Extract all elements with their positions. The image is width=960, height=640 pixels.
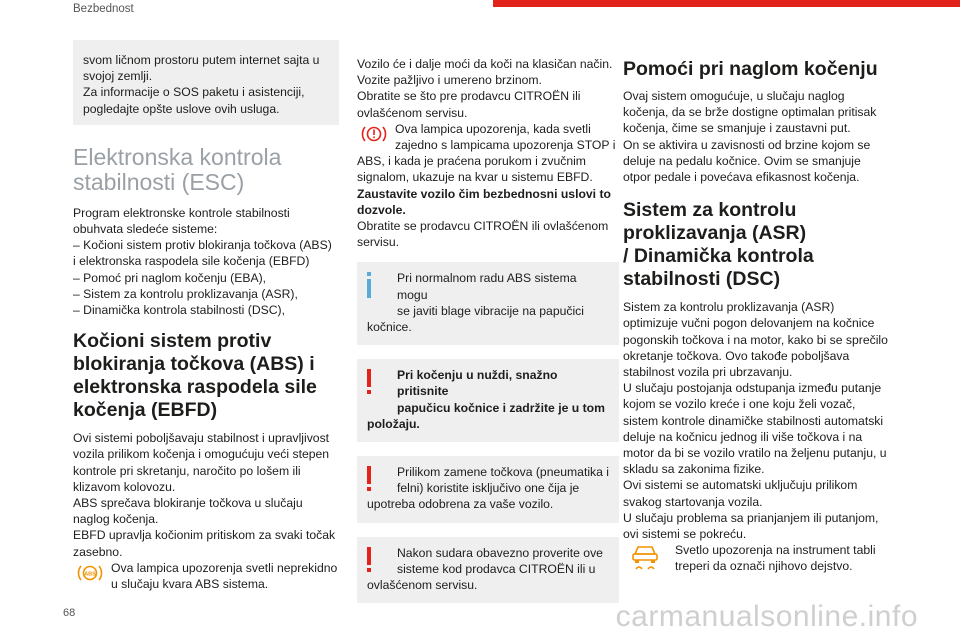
asr-line: motor da bi se vozilo vratilo na željenu putanju, u bbox=[623, 446, 887, 461]
warning-icon bbox=[365, 466, 373, 492]
note-line: upotreba odobrena za vaše vozilo. bbox=[367, 497, 554, 512]
warning-note bbox=[357, 359, 619, 442]
note-line: sisteme kod prodavca CITROËN ili u bbox=[397, 561, 596, 576]
eba-heading: Pomoći pri naglom kočenju bbox=[623, 58, 878, 80]
asr-warning-row bbox=[623, 542, 913, 574]
asr-line: U slučaju problema sa prianjanjem ili putanjom, bbox=[623, 510, 879, 525]
asr-line: skladu sa zakonima fizike. bbox=[623, 462, 765, 477]
box-line: Za informacije o SOS paketu i asistenciji, bbox=[83, 85, 305, 100]
asr-line: pogonskih točkova i na motor, kako bi se sprečilo bbox=[623, 332, 888, 347]
abs-line: vozila prilikom kočenja i omogućuju veći stepen bbox=[73, 447, 330, 462]
asr-line: U slučaju postojanja odstupanja između putanje bbox=[623, 381, 882, 396]
note-line: felni) koristite isključivo one čija je bbox=[397, 481, 580, 496]
watermark: carmanualsonline.info bbox=[615, 600, 918, 633]
asr-line: okretanje točkova. Ovo takođe poboljšava bbox=[623, 348, 850, 363]
svg-text:ABS: ABS bbox=[84, 571, 96, 578]
abs-heading-line: elektronska raspodela sile bbox=[73, 376, 317, 399]
note-line: papučicu kočnice i zadržite je u tom bbox=[397, 400, 605, 415]
warning-icon bbox=[365, 547, 373, 573]
box-line: svojoj zemlji. bbox=[83, 69, 153, 84]
asr-warning-text: treperi da označi njihovo dejstvo. bbox=[675, 559, 853, 574]
note-line: Prilikom zamene točkova (pneumatika i bbox=[397, 465, 610, 480]
esc-heading bbox=[73, 145, 339, 195]
ebfd-line: signalom, ukazuje na kvar u sistemu EBFD. bbox=[357, 170, 593, 185]
asr-heading-line: / Dinamička kontrola bbox=[623, 245, 814, 268]
eba-line: kočenja, čime se smanjuje i zaustavni put. bbox=[623, 121, 851, 136]
eba-line: deluje na pedalu kočnice. Ovim se smanjuje bbox=[623, 153, 861, 168]
sos-info-box bbox=[73, 40, 339, 125]
info-icon bbox=[365, 272, 373, 298]
intro-line: ovlašćenom servisu. bbox=[357, 105, 468, 120]
abs-warning-row bbox=[73, 560, 339, 592]
esc-line: Program elektronske kontrole stabilnosti bbox=[73, 205, 290, 220]
ebfd-bold-line: Zaustavite vozilo čim bezbednosni uslovi to bbox=[357, 186, 611, 201]
asr-line: ovi sistemi se pokreću. bbox=[623, 527, 747, 542]
esc-line: – Sistem za kontrolu proklizavanja (ASR), bbox=[73, 286, 298, 301]
esc-heading-line: Elektronska kontrola bbox=[73, 143, 282, 170]
ebfd-line: ABS, i kada je praćena porukom i zvučnim bbox=[357, 154, 586, 169]
header-accent-bar bbox=[493, 0, 960, 7]
note-line: se javiti blage vibracije na papučici bbox=[397, 303, 584, 318]
eba-line: otpor pedale i povećava efikasnost kočenja. bbox=[623, 170, 860, 185]
esc-line: obuhvata sledeće sisteme: bbox=[73, 222, 218, 237]
abs-line: naglog kočenja. bbox=[73, 512, 159, 527]
asr-line: optimizuje vučni pogon delovanjem na kočnice bbox=[623, 316, 875, 331]
warning-note bbox=[357, 537, 619, 604]
asr-line: Ovi sistemi se automatski uključuju prilikom bbox=[623, 478, 858, 493]
ebfd-line: zajedno s lampicama upozorenja STOP i bbox=[395, 138, 616, 153]
note-line: kočnice. bbox=[367, 320, 412, 335]
skid-control-icon bbox=[627, 542, 663, 570]
abs-heading-line: blokiranja točkova (ABS) i bbox=[73, 353, 315, 376]
eba-line: On se aktivira u zavisnosti od brzine kojom se bbox=[623, 137, 871, 152]
abs-line: EBFD upravlja kočionim pritiskom za svaki točak bbox=[73, 528, 336, 543]
note-line: Pri kočenju u nuždi, snažno pritisnite bbox=[397, 368, 558, 399]
ebfd-after-line: servisu. bbox=[357, 235, 399, 250]
warning-note bbox=[357, 456, 619, 523]
esc-heading-line: stabilnosti (ESC) bbox=[73, 168, 245, 195]
note-line: ovlašćenom servisu. bbox=[367, 578, 478, 593]
brake-warning-icon bbox=[361, 123, 387, 145]
eba-line: Ovaj sistem omogućuje, u slučaju naglog bbox=[623, 89, 845, 103]
abs-heading-line: Kočioni sistem protiv bbox=[73, 330, 272, 353]
eba-line: kočenja, da se brže dostigne optimalan pritisak bbox=[623, 105, 877, 120]
asr-heading-line: proklizavanja (ASR) bbox=[623, 222, 807, 245]
note-line: Pri normalnom radu ABS sistema mogu bbox=[397, 271, 577, 302]
box-line: pogledajte opšte uslove ovih usluga. bbox=[83, 101, 280, 116]
column-middle bbox=[357, 56, 619, 603]
abs-heading bbox=[73, 330, 339, 422]
ebfd-after-line: Obratite se prodavcu CITROËN ili ovlašćenom bbox=[357, 219, 609, 234]
abs-warning-icon bbox=[77, 562, 103, 584]
asr-line: svakog startovanja vozila. bbox=[623, 494, 763, 509]
esc-line: – Dinamička kontrola stabilnosti (DSC), bbox=[73, 303, 286, 318]
asr-heading-line: stabilnosti (DSC) bbox=[623, 268, 781, 291]
esc-line: i elektronska raspodela sile kočenja (EBFD) bbox=[73, 254, 310, 269]
note-line: položaju. bbox=[367, 416, 420, 431]
intro-line: Obratite se što pre prodavcu CITROËN ili bbox=[357, 89, 581, 104]
abs-line: kontrole pri skretanju, naročito po lošem ili bbox=[73, 463, 301, 478]
abs-heading-line: kočenja (EBFD) bbox=[73, 399, 218, 422]
section-title: Bezbednost bbox=[73, 3, 134, 15]
asr-line: stabilnost vozila pri ubrzavanju. bbox=[623, 365, 793, 380]
intro-line: Vozite pažljivo i umereno brzinom. bbox=[357, 73, 542, 88]
column-left bbox=[73, 48, 339, 592]
abs-warning-text: u slučaju kvara ABS sistema. bbox=[111, 577, 269, 592]
abs-line: Ovi sistemi poboljšavaju stabilnost i upravljivost bbox=[73, 431, 330, 446]
warning-icon bbox=[365, 369, 373, 395]
ebfd-bold-line: dozvole. bbox=[357, 202, 406, 217]
esc-line: – Kočioni sistem protiv blokiranja točkova (ABS) bbox=[73, 238, 332, 253]
asr-heading bbox=[623, 199, 913, 291]
abs-line: ABS sprečava blokiranje točkova u slučaju bbox=[73, 496, 303, 511]
box-line: svom ličnom prostoru putem internet sajta u bbox=[83, 53, 320, 67]
abs-warning-text: Ova lampica upozorenja svetli neprekidno bbox=[111, 560, 338, 575]
asr-warning-text: Svetlo upozorenja na instrument tabli bbox=[675, 543, 876, 558]
intro-line: Vozilo će i dalje moći da koči na klasičan način. bbox=[357, 57, 613, 71]
asr-line: deluje na kočnicu jednog ili više točkova i na bbox=[623, 429, 863, 444]
note-line: Nakon sudara obavezno proverite ove bbox=[397, 545, 603, 560]
asr-line: sistem kontrole dinamičke stabilnosti automatski bbox=[623, 413, 884, 428]
esc-line: – Pomoć pri naglom kočenju (EBA), bbox=[73, 270, 267, 285]
column-right bbox=[623, 58, 913, 575]
abs-line: zasebno. bbox=[73, 544, 123, 559]
info-note bbox=[357, 262, 619, 345]
page-number: 68 bbox=[63, 607, 76, 619]
asr-line: Sistem za kontrolu proklizavanja (ASR) bbox=[623, 300, 835, 315]
abs-line: klizavom kolovozu. bbox=[73, 479, 176, 494]
ebfd-warning-block bbox=[357, 121, 619, 251]
asr-heading-line: Sistem za kontrolu bbox=[623, 199, 797, 222]
asr-line: kojom se vozilo kreće i one koju želi vozač, bbox=[623, 397, 856, 412]
ebfd-line: Ova lampica upozorenja, kada svetli bbox=[395, 121, 591, 136]
